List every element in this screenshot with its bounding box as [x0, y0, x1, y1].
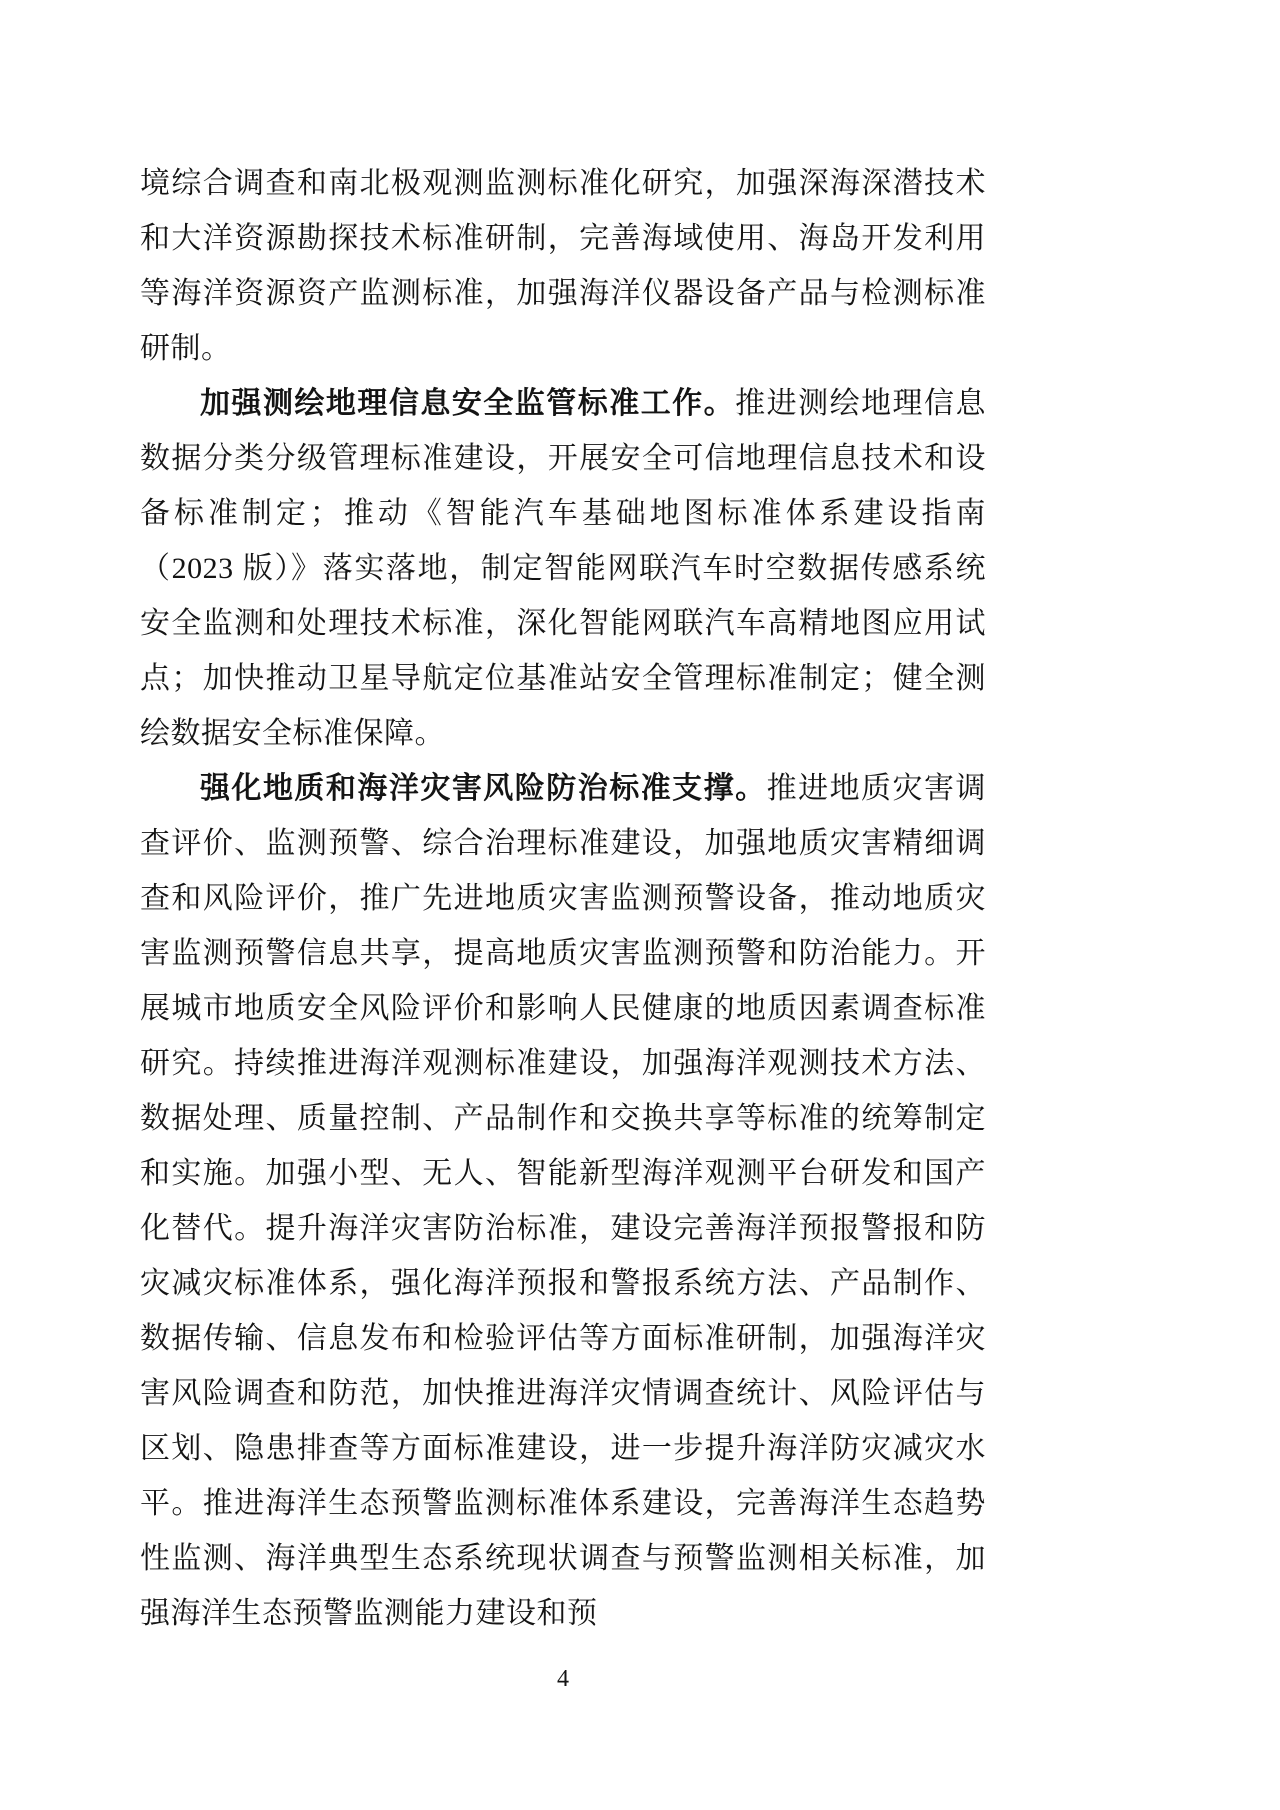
- paragraph-continuation: [140, 156, 986, 376]
- paragraph-3-body: 推进地质灾害调查评价、监测预警、综合治理标准建设，加强地质灾害精细调查和风险评价，推广先进地质灾害监测预警设备，推动地质灾害监测预警信息共享，提高地质灾害监测预警和防治能力。开展城市地质安全风险评价和影响人民健康的地质因素调查标准研究。持续推进海洋观测标准建设，加强海洋观测技术方法、数据处理、质量控制、产品制作和交换共享等标准的统筹制定和实施。加强小型、无人、智能新型海洋观测平台研发和国产化替代。提升海洋灾害防治标准，建设完善海洋预报警报和防灾减灾标准体系，强化海洋预报和警报系统方法、产品制作、数据传输、信息发布和检验评估等方面标准研制，加强海洋灾害风险调查和防范，加快推进海洋灾情调查统计、风险评估与区划、隐患排查等方面标准建设，进一步提升海洋防灾减灾水平。推进海洋生态预警监测标准体系建设，完善海洋生态趋势性监测、海洋典型生态系统现状调查与预警监测相关标准，加强海洋生态预警监测能力建设和预: [140, 772, 986, 1630]
- paragraph-geo-marine-disaster-standards: [140, 761, 986, 1641]
- page-number: 4: [557, 1666, 569, 1692]
- document-body-text: [140, 156, 986, 1641]
- paragraph-1-body: 境综合调查和南北极观测监测标准化研究，加强深海深潜技术和大洋资源勘探技术标准研制，完善海域使用、海岛开发利用等海洋资源资产监测标准，加强海洋仪器设备产品与检测标准研制。: [140, 167, 986, 365]
- paragraph-surveying-geoinfo-security: [140, 376, 986, 761]
- paragraph-2-body: 推进测绘地理信息数据分类分级管理标准建设，开展安全可信地理信息技术和设备标准制定；推动《智能汽车基础地图标准体系建设指南（2023 版）》落实落地，制定智能网联汽车时空数据传感系统安全监测和处理技术标准，深化智能网联汽车高精地图应用试点；加快推动卫星导航定位基准站安全管理标准制定；健全测绘数据安全标准保障。: [140, 387, 987, 750]
- paragraph-3-lead: 强化地质和海洋灾害风险防治标准支撑。: [200, 772, 767, 805]
- paragraph-2-lead: 加强测绘地理信息安全监管标准工作。: [200, 387, 736, 420]
